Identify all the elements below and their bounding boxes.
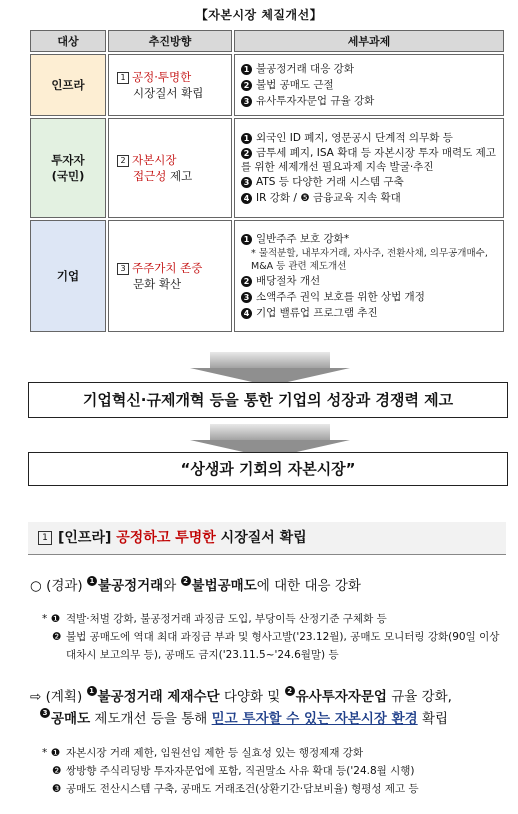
list-marker: ❷ <box>52 765 62 777</box>
number-1-icon: 1 <box>87 576 97 586</box>
list-text: 불법 공매도에 역대 최대 과징금 부과 및 형사고발('23.12월), 공매도 모니터링 강화(90일 이상 대차시 보고의무 등), 공매도 금지('23.11.5~'24.6월말) 등 <box>66 631 500 661</box>
section-number: 1 <box>38 531 52 545</box>
task-number: 3 <box>241 292 252 303</box>
task-number: 4 <box>241 308 252 319</box>
task-text: 배당절차 개선 <box>256 275 321 287</box>
header-tasks: 세부과제 <box>234 30 504 52</box>
task-text: 소액주주 권익 보호를 위한 상법 개정 <box>256 291 425 303</box>
task-item <box>241 231 497 247</box>
section-title-rest: 시장질서 확립 <box>220 530 307 546</box>
task-number: 2 <box>241 148 252 159</box>
direction-text: 문화 확산 <box>133 277 182 291</box>
direction-highlight: 자본시장 <box>132 153 177 167</box>
direction-highlight: 주주가치 존중 <box>132 261 203 275</box>
direction-number: 3 <box>117 263 129 275</box>
task-footnote: * 물적분할, 내부자거래, 자사주, 전환사채, 의무공개매수, M&A 등 관련 제도개선 <box>251 248 488 272</box>
task-item <box>241 190 497 206</box>
table-row <box>30 54 504 116</box>
task-number: 1 <box>241 64 252 75</box>
number-2-icon: 2 <box>181 576 191 586</box>
list-item <box>42 780 504 798</box>
target-cell <box>30 54 106 116</box>
number-1-icon: 1 <box>87 686 97 696</box>
section-header <box>28 522 506 555</box>
summary-box-vision: “상생과 기회의 자본시장” <box>28 452 508 486</box>
plan-subject-1: 불공정거래 제재수단 <box>97 689 220 705</box>
header-direction: 추진방향 <box>108 30 232 52</box>
page-title: 【자본시장 체질개선】 <box>195 8 323 22</box>
plan-text-4: 확립 <box>417 711 449 727</box>
target-cell <box>30 220 106 332</box>
direction-text: 시장질서 확립 <box>133 86 204 100</box>
table-header-row <box>30 30 504 52</box>
progress-paragraph <box>30 576 510 596</box>
plan-text-3: 제도개선 등을 통해 <box>90 711 212 727</box>
list-marker: * ❶ <box>42 747 61 759</box>
direction-text: 제고 <box>166 169 193 183</box>
direction-highlight: 공정·투명한 <box>132 70 192 84</box>
list-item <box>42 628 504 664</box>
task-text: 일반주주 보호 강화* <box>256 233 350 245</box>
plan-paragraph <box>30 686 510 730</box>
list-text: 자본시장 거래 제한, 임원선임 제한 등 실효성 있는 행정제재 강화 <box>66 747 364 759</box>
section-prefix: [인프라] <box>58 530 112 546</box>
tasks-cell <box>234 54 504 116</box>
table-row <box>30 118 504 218</box>
target-sublabel: (국민) <box>51 169 85 183</box>
direction-cell <box>108 220 232 332</box>
list-marker: ❸ <box>52 783 62 795</box>
task-item <box>241 273 497 289</box>
direction-cell <box>108 54 232 116</box>
task-item <box>241 289 497 305</box>
task-number: 2 <box>241 80 252 91</box>
list-text: 공매도 전산시스템 구축, 공매도 거래조건(상환기간·담보비율) 형평성 제고 등 <box>66 783 419 795</box>
task-number: 3 <box>241 177 252 188</box>
task-text: 불법 공매도 근절 <box>256 79 334 91</box>
list-marker: ❷ <box>52 631 62 643</box>
task-item <box>241 61 497 77</box>
direction-number: 2 <box>117 155 129 167</box>
target-cell <box>30 118 106 218</box>
header-target: 대상 <box>30 30 106 52</box>
summary-box-growth: 기업혁신·규제개혁 등을 통한 기업의 성장과 경쟁력 제고 <box>28 382 508 418</box>
task-text: 불공정거래 대응 강화 <box>256 63 354 75</box>
target-label: 기업 <box>56 269 80 283</box>
task-item <box>241 146 497 174</box>
task-text: 외국인 ID 폐지, 영문공시 단계적 의무화 등 <box>256 132 453 144</box>
tasks-cell <box>234 118 504 218</box>
task-number: 2 <box>241 276 252 287</box>
plan-list <box>42 744 504 798</box>
list-item <box>42 744 504 762</box>
list-item <box>42 762 504 780</box>
plan-subject-3: 공매도 <box>51 711 91 727</box>
progress-subject-2: 불법공매도 <box>191 578 257 594</box>
task-number: 3 <box>241 96 252 107</box>
task-item <box>241 305 497 321</box>
progress-label: ○ (경과) <box>30 578 83 594</box>
target-label: 인프라 <box>51 78 85 92</box>
task-item <box>241 174 497 190</box>
task-text: ATS 등 다양한 거래 시스템 구축 <box>256 176 404 188</box>
number-2-icon: 2 <box>285 686 295 696</box>
list-text: 적발·처벌 강화, 불공정거래 과징금 도입, 부당이득 산정기준 구체화 등 <box>66 613 387 625</box>
plan-goal-underline: 믿고 투자할 수 있는 자본시장 환경 <box>211 711 418 727</box>
task-number: 1 <box>241 234 252 245</box>
progress-conj: 와 <box>163 578 177 594</box>
task-item <box>241 93 497 109</box>
section-highlight: 공정하고 투명한 <box>116 530 216 546</box>
progress-tail: 에 대한 대응 강화 <box>256 578 361 594</box>
policy-table <box>28 28 506 334</box>
task-item <box>241 130 497 146</box>
number-3-icon: 3 <box>40 708 50 718</box>
direction-cell <box>108 118 232 218</box>
task-number: 4 <box>241 193 252 204</box>
tasks-cell <box>234 220 504 332</box>
task-number: 1 <box>241 133 252 144</box>
progress-list <box>42 610 504 664</box>
task-text: 금투세 폐지, ISA 확대 등 자본시장 투자 매력도 제고를 위한 세제개선 필요과제 지속 발굴·추진 <box>241 147 496 173</box>
task-text: 기업 밸류업 프로그램 추진 <box>256 307 378 319</box>
task-text: IR 강화 / ❺ 금융교육 지속 확대 <box>256 192 401 204</box>
plan-subject-2: 유사투자자문업 <box>295 689 387 705</box>
table-row <box>30 220 504 332</box>
task-item <box>241 77 497 93</box>
plan-text-2: 규율 강화, <box>386 689 452 705</box>
progress-subject-1: 불공정거래 <box>97 578 164 594</box>
list-text: 쌍방향 주식리딩방 투자자문업에 포함, 직권말소 사유 확대 등('24.8월 시행) <box>66 765 415 777</box>
plan-label: ⇨ (계획) <box>30 689 83 705</box>
direction-number: 1 <box>117 72 129 84</box>
direction-highlight-2: 접근성 <box>133 169 167 183</box>
list-marker: * ❶ <box>42 613 61 625</box>
plan-text-1: 다양화 및 <box>219 689 285 705</box>
task-text: 유사투자자문업 규율 강화 <box>256 95 375 107</box>
list-item <box>42 610 504 628</box>
target-label: 투자자 <box>51 153 85 167</box>
